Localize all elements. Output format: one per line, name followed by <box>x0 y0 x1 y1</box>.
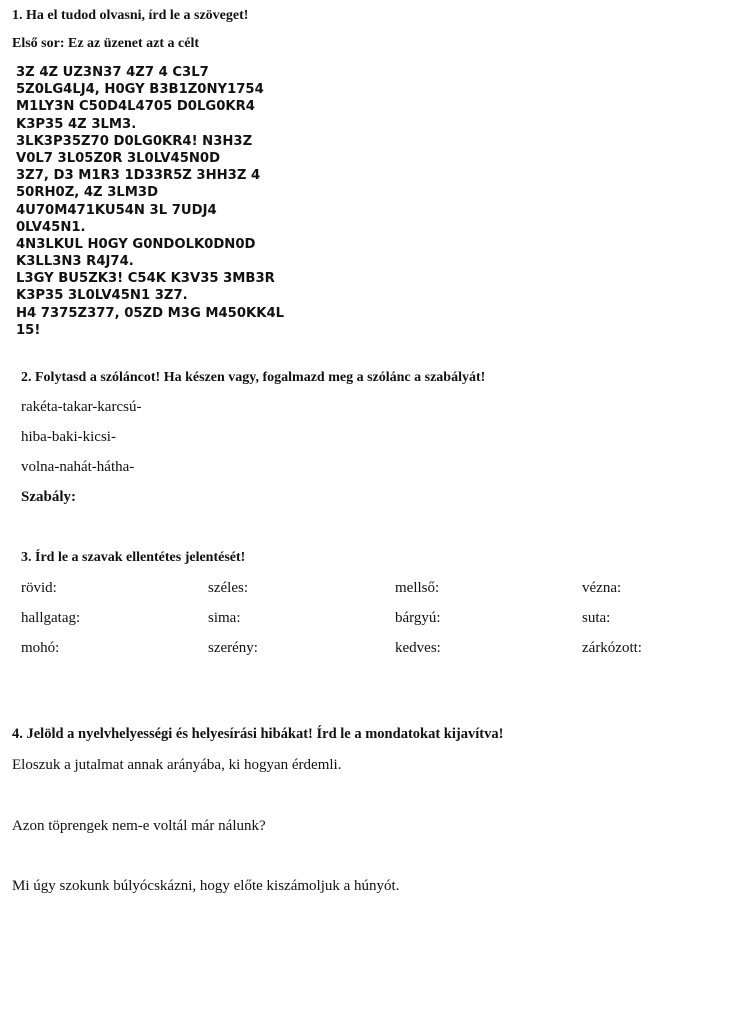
cipher-line: H4 7375Z377, 05ZD M3G M450KK4L <box>16 305 285 321</box>
task1-first-line: Első sor: Ez az üzenet azt a célt <box>12 36 199 51</box>
antonym-word: széles: <box>208 580 248 596</box>
sentence-3: Mi úgy szokunk búlyócskázni, hogy előte kiszámoljuk a húnyót. <box>12 878 400 894</box>
task1-title: 1. Ha el tudod olvasni, írd le a szöveget! <box>12 8 249 23</box>
sentence-2: Azon töprengek nem-e voltál már nálunk? <box>12 818 266 834</box>
cipher-line: K3P35 3L0LV45N1 3Z7. <box>16 288 188 304</box>
cipher-line: 5Z0LG4LJ4, H0GY B3B1Z0NY1754 <box>16 82 264 98</box>
antonym-word: mellső: <box>395 580 440 596</box>
cipher-line: L3GY BU5ZK3! C54K K3V35 3MB3R <box>16 271 275 287</box>
cipher-line: 3Z7, D3 M1R3 1D33R5Z 3HH3Z 4 <box>16 168 261 184</box>
cipher-text-block <box>16 64 316 339</box>
cipher-line: 3Z 4Z UZ3N37 4Z7 4 C3L7 <box>16 65 209 80</box>
cipher-line: V0L7 3L05Z0R 3L0LV45N0D <box>16 150 221 166</box>
antonym-word: vézna: <box>582 580 622 596</box>
antonym-word: mohó: <box>21 640 60 656</box>
cipher-line: K3LL3N3 R4J74. <box>16 254 134 270</box>
antonym-word: szerény: <box>208 640 258 656</box>
cipher-line: 50RH0Z, 4Z 3LM3D <box>16 185 159 201</box>
antonym-word: rövid: <box>21 580 57 596</box>
cipher-line: K3P35 4Z 3LM3. <box>16 116 137 132</box>
antonym-word: hallgatag: <box>21 610 81 626</box>
antonym-word: suta: <box>582 610 611 626</box>
sentence-1: Eloszuk a jutalmat annak arányába, ki hogyan érdemli. <box>12 757 342 773</box>
cipher-line: 3LK3P35Z70 D0LG0KR4! N3H3Z <box>16 133 253 149</box>
antonym-word: kedves: <box>395 640 441 656</box>
antonym-word: sima: <box>208 610 241 626</box>
word-chain-3: volna-nahát-hátha- <box>21 459 135 475</box>
antonym-word: zárkózott: <box>582 640 642 656</box>
rule-label: Szabály: <box>21 489 77 505</box>
word-chain-1: rakéta-takar-karcsú- <box>21 399 142 415</box>
cipher-line: M1LY3N C50D4L4705 D0LG0KR4 <box>16 99 255 115</box>
task4-title: 4. Jelöld a nyelvhelyességi és helyesírási hibákat! Írd le a mondatokat kijavítva! <box>12 726 504 742</box>
cipher-line: 0LV45N1. <box>16 219 86 235</box>
antonym-word: bárgyú: <box>395 610 441 626</box>
cipher-line: 4U70M471KU54N 3L 7UDJ4 <box>16 202 217 218</box>
word-chain-2: hiba-baki-kicsi- <box>21 429 116 445</box>
cipher-line: 4N3LKUL H0GY G0NDOLK0DN0D <box>16 236 256 252</box>
cipher-line: 15! <box>16 322 41 338</box>
task3-title: 3. Írd le a szavak ellentétes jelentését! <box>21 550 246 565</box>
task2-title: 2. Folytasd a szóláncot! Ha készen vagy, fogalmazd meg a szólánc a szabályát! <box>21 370 486 385</box>
